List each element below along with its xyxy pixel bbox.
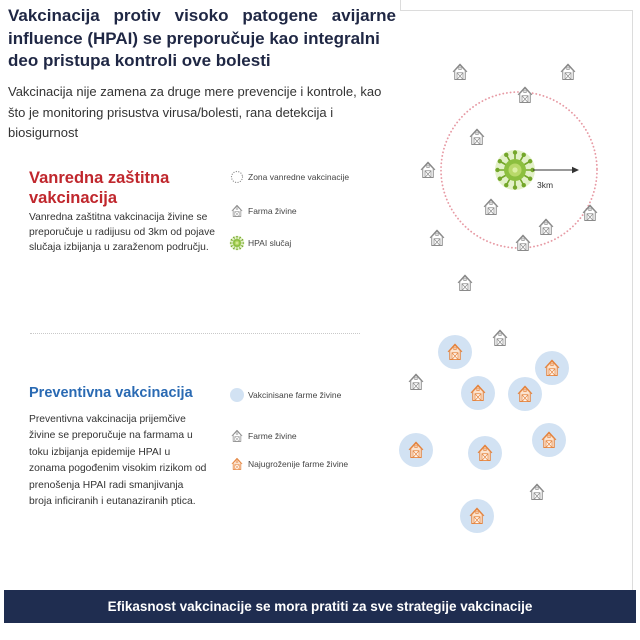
- frame-line-corner: [400, 0, 401, 10]
- slide-subtitle-line: Vakcinacija nije zamena za druge mere prevencije i kontrole, kao: [8, 84, 382, 99]
- preventive-vaccination-heading: Preventivna vakcinacija: [29, 385, 193, 401]
- legend-label: Vakcinisane farme živine: [248, 390, 342, 400]
- radius-arrow: [533, 167, 579, 173]
- legend-label: Zona vanredne vakcinacije: [248, 172, 350, 182]
- farm-barn-icon: [430, 230, 444, 245]
- slide-title-line: influence (HPAI) se preporučuje kao integralni: [8, 28, 380, 48]
- virus-icon: [230, 236, 244, 250]
- legend-label: Najugroženije farme živine: [248, 459, 349, 469]
- farm-barn-icon: [453, 64, 467, 79]
- description-line: Vanredna zaštitna vakcinacija živine se: [29, 211, 208, 223]
- description-line: zonama pogođenim visokim rizikom od: [29, 463, 207, 475]
- dotted-circle-icon: [230, 170, 244, 184]
- description-line: prenošenja HPAI radi smanjivanja: [29, 479, 184, 491]
- frame-line-top: [400, 10, 632, 11]
- farm-barn-icon: [421, 162, 435, 177]
- farm-barn-icon: [561, 64, 575, 79]
- preventive-vaccination-description: [29, 412, 206, 510]
- farm-barn-icon: [539, 219, 553, 234]
- legend-item-vaccinated-farms: [230, 388, 341, 402]
- heading-line: Vanredna zaštitna: [29, 169, 170, 187]
- orange-barn-icon: [230, 457, 244, 471]
- description-line: Preventivna vakcinacija prijemčive: [29, 414, 186, 425]
- preventive-vaccination-diagram: [395, 318, 640, 540]
- description-line: broja inficiranih i eutanaziranih ptica.: [29, 496, 196, 508]
- farm-barn-icon: [458, 275, 472, 290]
- description-line: živine se preporučuje na farmama u: [29, 430, 193, 442]
- section-divider: [30, 333, 360, 334]
- blue-circle-icon: [230, 388, 244, 402]
- slide-subtitle-line: što je monitoring prisustva virusa/bolesti, rana detekcija i: [8, 104, 334, 120]
- farm-barn-icon: [530, 484, 544, 499]
- legend-label: Farme živine: [248, 431, 297, 441]
- barn-icon: [230, 204, 244, 218]
- legend-item-farms: [230, 429, 297, 443]
- hpai-case-virus-icon: [495, 150, 535, 190]
- footer-banner: [4, 590, 636, 623]
- legend-item-vaccination-zone: [230, 170, 349, 184]
- emergency-vaccination-heading: [29, 168, 169, 208]
- footer-text: Efikasnost vakcinacije se mora pratiti za sve strategije vakcinacije: [107, 599, 533, 614]
- slide-title: [8, 5, 396, 73]
- legend-item-hpai-case: [230, 236, 291, 250]
- emergency-vaccination-description: [29, 210, 215, 255]
- farm-barn-icon: [583, 205, 597, 220]
- radius-label: 3km: [537, 180, 554, 190]
- description-line: slučaja izbijanja u zaraženom području.: [29, 241, 209, 253]
- farm-barn-icon: [493, 330, 507, 345]
- slide-title-line: deo pristupa kontroli ove bolesti: [8, 51, 271, 70]
- barn-icon: [230, 429, 244, 443]
- slide-title-line: Vakcinacija protiv visoko patogene avijarne: [8, 6, 396, 25]
- farm-barn-icon: [518, 87, 532, 102]
- legend-item-farm: [230, 204, 297, 218]
- emergency-vaccination-diagram: [400, 40, 640, 302]
- legend-label: HPAI slučaj: [248, 238, 292, 248]
- description-line: toku izbijanja epidemije HPAI u: [29, 446, 171, 458]
- description-line: preporučuje u radijusu od 3km od pojave: [29, 226, 216, 238]
- farm-barn-icon: [409, 374, 423, 389]
- heading-line: vakcinacija: [29, 189, 118, 207]
- legend-item-at-risk-farms: [230, 457, 348, 471]
- farm-barn-icon: [516, 235, 530, 250]
- farm-barn-icon: [470, 129, 484, 144]
- slide-subtitle: [8, 82, 396, 144]
- legend-label: Farma živine: [248, 206, 297, 216]
- farm-barn-icon: [484, 199, 498, 214]
- slide-subtitle-line: biosigurnost: [8, 125, 79, 140]
